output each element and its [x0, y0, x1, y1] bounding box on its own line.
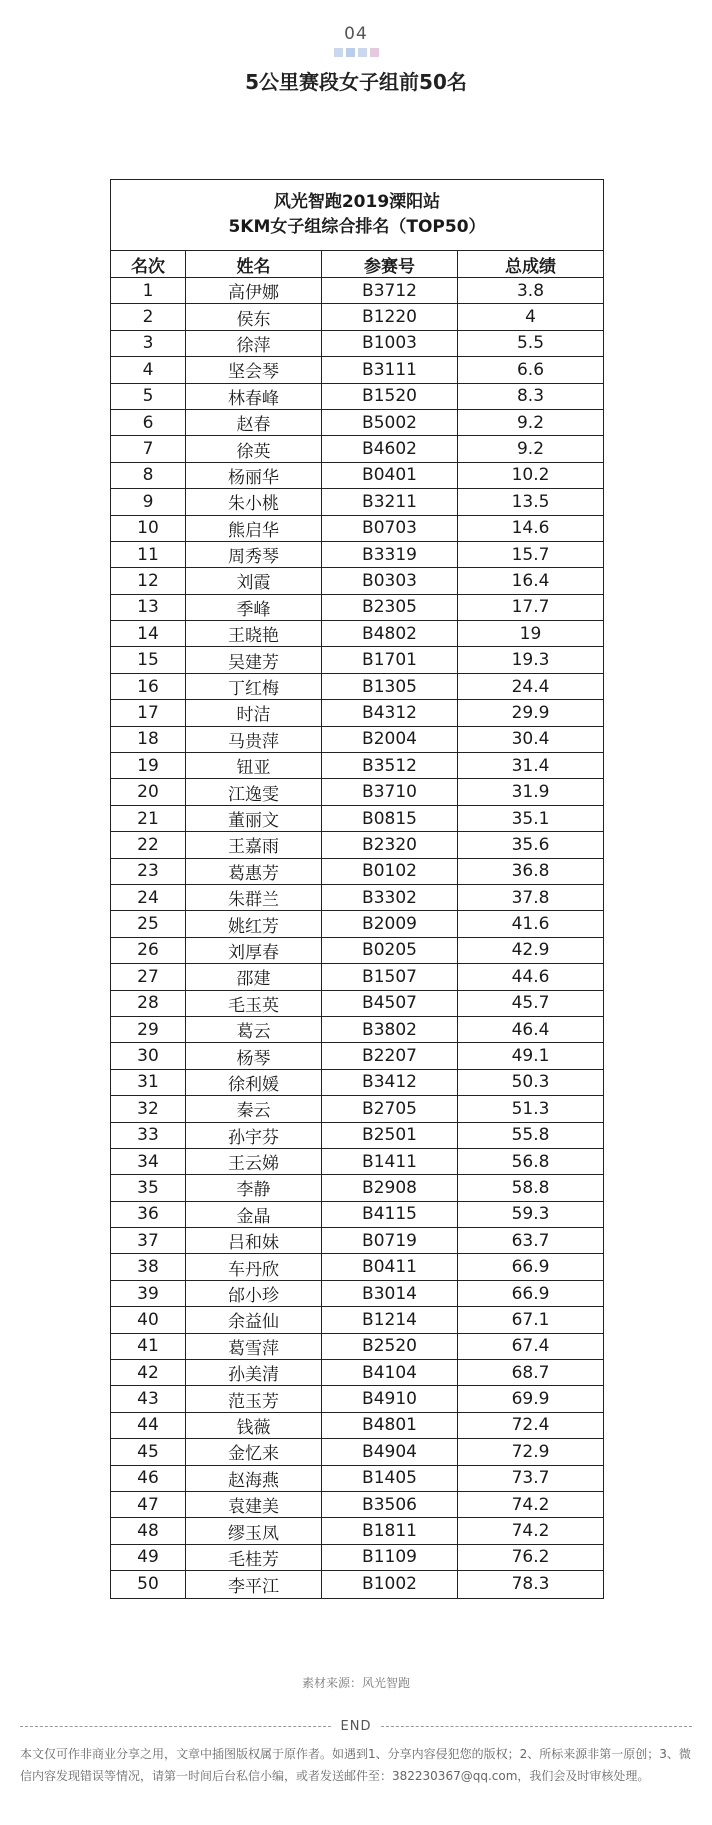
table-cell-bib: B2705: [322, 1096, 458, 1121]
table-cell-rank: 46: [111, 1466, 186, 1491]
table-row: [111, 1175, 603, 1201]
table-cell-name: 江逸雯: [186, 779, 322, 804]
table-row: [111, 991, 603, 1017]
table-cell-score: 58.8: [511, 1177, 550, 1198]
table-cell-score: 24.4: [511, 676, 550, 697]
table-cell-score: 13.5: [511, 491, 550, 512]
table-cell-name: 袁建美: [186, 1492, 322, 1517]
table-row: [111, 1545, 603, 1571]
table-cell-score: 4: [525, 307, 536, 328]
table-row: [111, 885, 603, 911]
section-title: 5公里赛段女子组前50名: [245, 70, 467, 94]
table-cell-rank: 33: [111, 1123, 186, 1148]
disclaimer-text: 本文仅可作非商业分享之用，文章中插图版权属于原作者。如遇到1、分享内容侵犯您的版权；2、所标来源非第一原创；3、微信内容发现错误等情况，请第一时间后台私信小编，或者发送邮件至：382230367@qq.com，我们会及时审核处理。: [20, 1747, 691, 1783]
table-cell-rank: 18: [111, 727, 186, 752]
table-cell-bib: B1520: [322, 384, 458, 409]
table-cell-bib: B3506: [322, 1492, 458, 1517]
table-cell-score: 45.7: [511, 993, 550, 1014]
table-body: [111, 278, 603, 1598]
table-cell-name: 坚会琴: [186, 357, 322, 382]
table-cell-name: 李静: [186, 1175, 322, 1200]
table-cell-score: 42.9: [511, 940, 550, 961]
table-cell-name: 金忆来: [186, 1439, 322, 1464]
table-cell-bib: B4507: [322, 991, 458, 1016]
section-number: 04: [344, 24, 368, 44]
table-cell-name: 王云娣: [186, 1149, 322, 1174]
table-cell-bib: B1507: [322, 964, 458, 989]
table-cell-name: 赵春: [186, 410, 322, 435]
table-row: [111, 647, 603, 673]
table-cell-score: 69.9: [511, 1389, 550, 1410]
table-cell-score: 50.3: [511, 1072, 550, 1093]
table-row: [111, 621, 603, 647]
table-cell-name: 毛桂芳: [186, 1545, 322, 1570]
table-cell-rank: 47: [111, 1492, 186, 1517]
table-cell-score: 9.2: [516, 439, 545, 460]
table-cell-score: 73.7: [511, 1468, 550, 1489]
table-cell-name: 葛雪萍: [186, 1334, 322, 1359]
table-cell-name: 金晶: [186, 1202, 322, 1227]
table-row: [111, 304, 603, 330]
table-cell-name: 毛玉英: [186, 991, 322, 1016]
table-cell-name: 王晓艳: [186, 621, 322, 646]
table-cell-rank: 19: [111, 753, 186, 778]
table-cell-bib: B1109: [322, 1545, 458, 1570]
table-row: [111, 384, 603, 410]
column-header-bib: 参赛号: [322, 251, 458, 277]
end-label: END: [340, 1718, 372, 1734]
table-row: [111, 357, 603, 383]
table-cell-score: 17.7: [511, 597, 550, 618]
table-cell-name: 丁红梅: [186, 674, 322, 699]
decorative-dots: [0, 48, 712, 57]
table-row: [111, 779, 603, 805]
divider-right: [381, 1726, 692, 1727]
table-row: [111, 1466, 603, 1492]
table-cell-score: 74.2: [511, 1521, 550, 1542]
table-row: [111, 1439, 603, 1465]
table-cell-rank: 3: [111, 331, 186, 356]
table-cell-bib: B2004: [322, 727, 458, 752]
dot-3: [358, 48, 367, 57]
table-cell-name: 刘霞: [186, 568, 322, 593]
table-cell-bib: B0719: [322, 1228, 458, 1253]
table-cell-name: 徐利媛: [186, 1070, 322, 1095]
table-cell-score: 19: [519, 623, 542, 644]
table-cell-bib: B3710: [322, 779, 458, 804]
table-cell-name: 董丽文: [186, 806, 322, 831]
table-row: [111, 1334, 603, 1360]
table-row: [111, 1017, 603, 1043]
table-row: [111, 1254, 603, 1280]
table-cell-bib: B2501: [322, 1123, 458, 1148]
table-cell-rank: 12: [111, 568, 186, 593]
table-cell-bib: B2520: [322, 1334, 458, 1359]
table-cell-bib: B0205: [322, 938, 458, 963]
table-row: [111, 1228, 603, 1254]
table-cell-bib: B3211: [322, 489, 458, 514]
table-cell-name: 钱薇: [186, 1413, 322, 1438]
table-cell-name: 朱小桃: [186, 489, 322, 514]
table-cell-score: 8.3: [516, 386, 545, 407]
table-cell-bib: B0303: [322, 568, 458, 593]
table-cell-score: 46.4: [511, 1019, 550, 1040]
table-row: [111, 1492, 603, 1518]
table-row: [111, 1307, 603, 1333]
table-cell-name: 刘厚春: [186, 938, 322, 963]
table-cell-bib: B2305: [322, 595, 458, 620]
table-cell-bib: B4104: [322, 1360, 458, 1385]
table-cell-bib: B1003: [322, 331, 458, 356]
table-cell-name: 侯东: [186, 304, 322, 329]
table-cell-bib: B1411: [322, 1149, 458, 1174]
table-row: [111, 463, 603, 489]
column-header-score: 总成绩: [505, 256, 556, 277]
table-cell-bib: B3712: [322, 278, 458, 303]
table-cell-score: 3.8: [516, 280, 545, 301]
table-cell-bib: B1405: [322, 1466, 458, 1491]
column-header-rank: 名次: [111, 251, 186, 277]
table-cell-bib: B4115: [322, 1202, 458, 1227]
table-cell-rank: 43: [111, 1386, 186, 1411]
table-cell-score: 9.2: [516, 412, 545, 433]
table-cell-bib: B3512: [322, 753, 458, 778]
table-cell-rank: 16: [111, 674, 186, 699]
table-cell-bib: B2009: [322, 911, 458, 936]
table-row: [111, 278, 603, 304]
source-credit: 素材来源：风光智跑: [301, 1676, 410, 1690]
table-cell-rank: 7: [111, 436, 186, 461]
table-cell-bib: B2908: [322, 1175, 458, 1200]
table-cell-bib: B2207: [322, 1043, 458, 1068]
table-cell-rank: 15: [111, 647, 186, 672]
table-cell-name: 姚红芳: [186, 911, 322, 936]
table-row: [111, 516, 603, 542]
table-cell-rank: 13: [111, 595, 186, 620]
table-cell-score: 35.6: [511, 834, 550, 855]
table-cell-rank: 38: [111, 1254, 186, 1279]
table-cell-name: 赵海燕: [186, 1466, 322, 1491]
table-cell-bib: B1305: [322, 674, 458, 699]
table-cell-rank: 26: [111, 938, 186, 963]
table-cell-name: 邵建: [186, 964, 322, 989]
table-cell-rank: 24: [111, 885, 186, 910]
table-row: [111, 1413, 603, 1439]
table-cell-score: 66.9: [511, 1283, 550, 1304]
table-cell-bib: B0102: [322, 859, 458, 884]
table-cell-rank: 11: [111, 542, 186, 567]
divider-left: [20, 1726, 331, 1727]
table-cell-rank: 40: [111, 1307, 186, 1332]
table-row: [111, 1070, 603, 1096]
table-cell-rank: 20: [111, 779, 186, 804]
table-cell-rank: 8: [111, 463, 186, 488]
table-cell-bib: B0815: [322, 806, 458, 831]
table-cell-score: 37.8: [511, 887, 550, 908]
table-row: [111, 1386, 603, 1412]
table-cell-rank: 36: [111, 1202, 186, 1227]
dot-4: [370, 48, 379, 57]
table-cell-rank: 28: [111, 991, 186, 1016]
table-cell-rank: 49: [111, 1545, 186, 1570]
table-cell-name: 吕和妹: [186, 1228, 322, 1253]
table-cell-score: 67.1: [511, 1309, 550, 1330]
table-cell-name: 季峰: [186, 595, 322, 620]
table-cell-rank: 34: [111, 1149, 186, 1174]
table-cell-bib: B4802: [322, 621, 458, 646]
table-cell-rank: 50: [111, 1571, 186, 1597]
table-cell-rank: 1: [111, 278, 186, 303]
dot-2: [346, 48, 355, 57]
table-row: [111, 1096, 603, 1122]
table-row: [111, 1149, 603, 1175]
table-cell-bib: B1002: [322, 1571, 458, 1597]
table-cell-bib: B2320: [322, 832, 458, 857]
table-cell-rank: 41: [111, 1334, 186, 1359]
table-cell-score: 31.4: [511, 755, 550, 776]
table-row: [111, 859, 603, 885]
table-row: [111, 832, 603, 858]
table-cell-name: 缪玉凤: [186, 1518, 322, 1543]
table-cell-score: 66.9: [511, 1257, 550, 1278]
table-cell-score: 76.2: [511, 1547, 550, 1568]
table-cell-bib: B5002: [322, 410, 458, 435]
table-row: [111, 568, 603, 594]
table-cell-name: 葛惠芳: [186, 859, 322, 884]
table-row: [111, 410, 603, 436]
table-cell-name: 朱群兰: [186, 885, 322, 910]
table-cell-name: 徐英: [186, 436, 322, 461]
table-row: [111, 700, 603, 726]
table-title-line1: 风光智跑2019溧阳站: [273, 192, 441, 212]
table-row: [111, 542, 603, 568]
column-header-name: 姓名: [186, 251, 322, 277]
table-cell-rank: 25: [111, 911, 186, 936]
table-row: [111, 806, 603, 832]
table-cell-rank: 23: [111, 859, 186, 884]
table-cell-rank: 27: [111, 964, 186, 989]
table-cell-score: 29.9: [511, 702, 550, 723]
table-cell-score: 19.3: [511, 650, 550, 671]
table-cell-name: 高伊娜: [186, 278, 322, 303]
end-divider: [20, 1718, 692, 1734]
table-cell-score: 63.7: [511, 1230, 550, 1251]
table-cell-name: 李平江: [186, 1571, 322, 1597]
dot-1: [334, 48, 343, 57]
table-cell-bib: B4801: [322, 1413, 458, 1438]
table-row: [111, 964, 603, 990]
table-cell-name: 范玉芳: [186, 1386, 322, 1411]
table-cell-name: 熊启华: [186, 516, 322, 541]
table-cell-bib: B3802: [322, 1017, 458, 1042]
table-cell-rank: 5: [111, 384, 186, 409]
table-cell-rank: 32: [111, 1096, 186, 1121]
table-header-row: [111, 251, 603, 278]
table-cell-name: 邰小珍: [186, 1281, 322, 1306]
table-cell-rank: 42: [111, 1360, 186, 1385]
table-row: [111, 1360, 603, 1386]
table-cell-score: 16.4: [511, 570, 550, 591]
table-row: [111, 1281, 603, 1307]
table-cell-score: 15.7: [511, 544, 550, 565]
table-row: [111, 489, 603, 515]
table-cell-rank: 6: [111, 410, 186, 435]
table-row: [111, 727, 603, 753]
table-cell-score: 67.4: [511, 1336, 550, 1357]
table-cell-name: 车丹欣: [186, 1254, 322, 1279]
table-row: [111, 331, 603, 357]
table-cell-bib: B3302: [322, 885, 458, 910]
table-cell-rank: 45: [111, 1439, 186, 1464]
table-cell-score: 6.6: [516, 359, 545, 380]
table-cell-bib: B4910: [322, 1386, 458, 1411]
table-cell-rank: 35: [111, 1175, 186, 1200]
table-cell-score: 68.7: [511, 1362, 550, 1383]
table-cell-rank: 31: [111, 1070, 186, 1095]
table-cell-name: 时洁: [186, 700, 322, 725]
table-cell-name: 徐萍: [186, 331, 322, 356]
table-cell-rank: 22: [111, 832, 186, 857]
table-cell-bib: B4312: [322, 700, 458, 725]
table-row: [111, 1123, 603, 1149]
table-cell-score: 72.4: [511, 1415, 550, 1436]
table-cell-bib: B4602: [322, 436, 458, 461]
table-row: [111, 1202, 603, 1228]
table-cell-score: 36.8: [511, 861, 550, 882]
table-cell-bib: B1214: [322, 1307, 458, 1332]
table-cell-score: 41.6: [511, 914, 550, 935]
table-cell-name: 孙宇芬: [186, 1123, 322, 1148]
table-cell-rank: 2: [111, 304, 186, 329]
table-cell-score: 31.9: [511, 782, 550, 803]
table-cell-score: 59.3: [511, 1204, 550, 1225]
table-cell-name: 马贵萍: [186, 727, 322, 752]
table-cell-score: 51.3: [511, 1098, 550, 1119]
table-cell-name: 钮亚: [186, 753, 322, 778]
table-cell-rank: 10: [111, 516, 186, 541]
table-row: [111, 938, 603, 964]
table-cell-rank: 30: [111, 1043, 186, 1068]
table-cell-name: 杨丽华: [186, 463, 322, 488]
table-cell-bib: B3412: [322, 1070, 458, 1095]
table-row: [111, 1043, 603, 1069]
table-cell-score: 30.4: [511, 729, 550, 750]
table-cell-score: 74.2: [511, 1494, 550, 1515]
table-cell-name: 秦云: [186, 1096, 322, 1121]
table-cell-score: 49.1: [511, 1046, 550, 1067]
table-title: [111, 180, 603, 251]
table-cell-score: 35.1: [511, 808, 550, 829]
table-cell-bib: B1220: [322, 304, 458, 329]
table-cell-score: 5.5: [516, 333, 545, 354]
table-cell-bib: B4904: [322, 1439, 458, 1464]
table-cell-bib: B0411: [322, 1254, 458, 1279]
table-cell-score: 78.3: [511, 1574, 550, 1595]
table-cell-rank: 48: [111, 1518, 186, 1543]
table-row: [111, 753, 603, 779]
table-cell-rank: 29: [111, 1017, 186, 1042]
table-cell-rank: 9: [111, 489, 186, 514]
table-cell-name: 孙美清: [186, 1360, 322, 1385]
table-cell-score: 72.9: [511, 1441, 550, 1462]
table-cell-score: 14.6: [511, 518, 550, 539]
table-row: [111, 595, 603, 621]
table-cell-name: 王嘉雨: [186, 832, 322, 857]
table-cell-rank: 37: [111, 1228, 186, 1253]
table-cell-score: 10.2: [511, 465, 550, 486]
table-title-line2: 5KM女子组综合排名（TOP50）: [228, 217, 486, 237]
table-cell-rank: 4: [111, 357, 186, 382]
table-row: [111, 1518, 603, 1544]
table-cell-name: 林春峰: [186, 384, 322, 409]
table-cell-bib: B3014: [322, 1281, 458, 1306]
table-row: [111, 674, 603, 700]
table-cell-rank: 21: [111, 806, 186, 831]
table-cell-bib: B0401: [322, 463, 458, 488]
table-row: [111, 1571, 603, 1597]
table-cell-bib: B3319: [322, 542, 458, 567]
table-cell-bib: B3111: [322, 357, 458, 382]
table-cell-bib: B0703: [322, 516, 458, 541]
table-cell-rank: 39: [111, 1281, 186, 1306]
table-cell-name: 周秀琴: [186, 542, 322, 567]
table-cell-rank: 17: [111, 700, 186, 725]
table-cell-rank: 14: [111, 621, 186, 646]
table-cell-bib: B1701: [322, 647, 458, 672]
table-cell-name: 杨琴: [186, 1043, 322, 1068]
table-cell-score: 56.8: [511, 1151, 550, 1172]
table-row: [111, 911, 603, 937]
table-cell-name: 葛云: [186, 1017, 322, 1042]
table-cell-name: 吴建芳: [186, 647, 322, 672]
results-table: [110, 179, 604, 1599]
table-cell-name: 余益仙: [186, 1307, 322, 1332]
table-cell-bib: B1811: [322, 1518, 458, 1543]
table-cell-score: 55.8: [511, 1125, 550, 1146]
table-row: [111, 436, 603, 462]
table-cell-rank: 44: [111, 1413, 186, 1438]
table-cell-score: 44.6: [511, 966, 550, 987]
